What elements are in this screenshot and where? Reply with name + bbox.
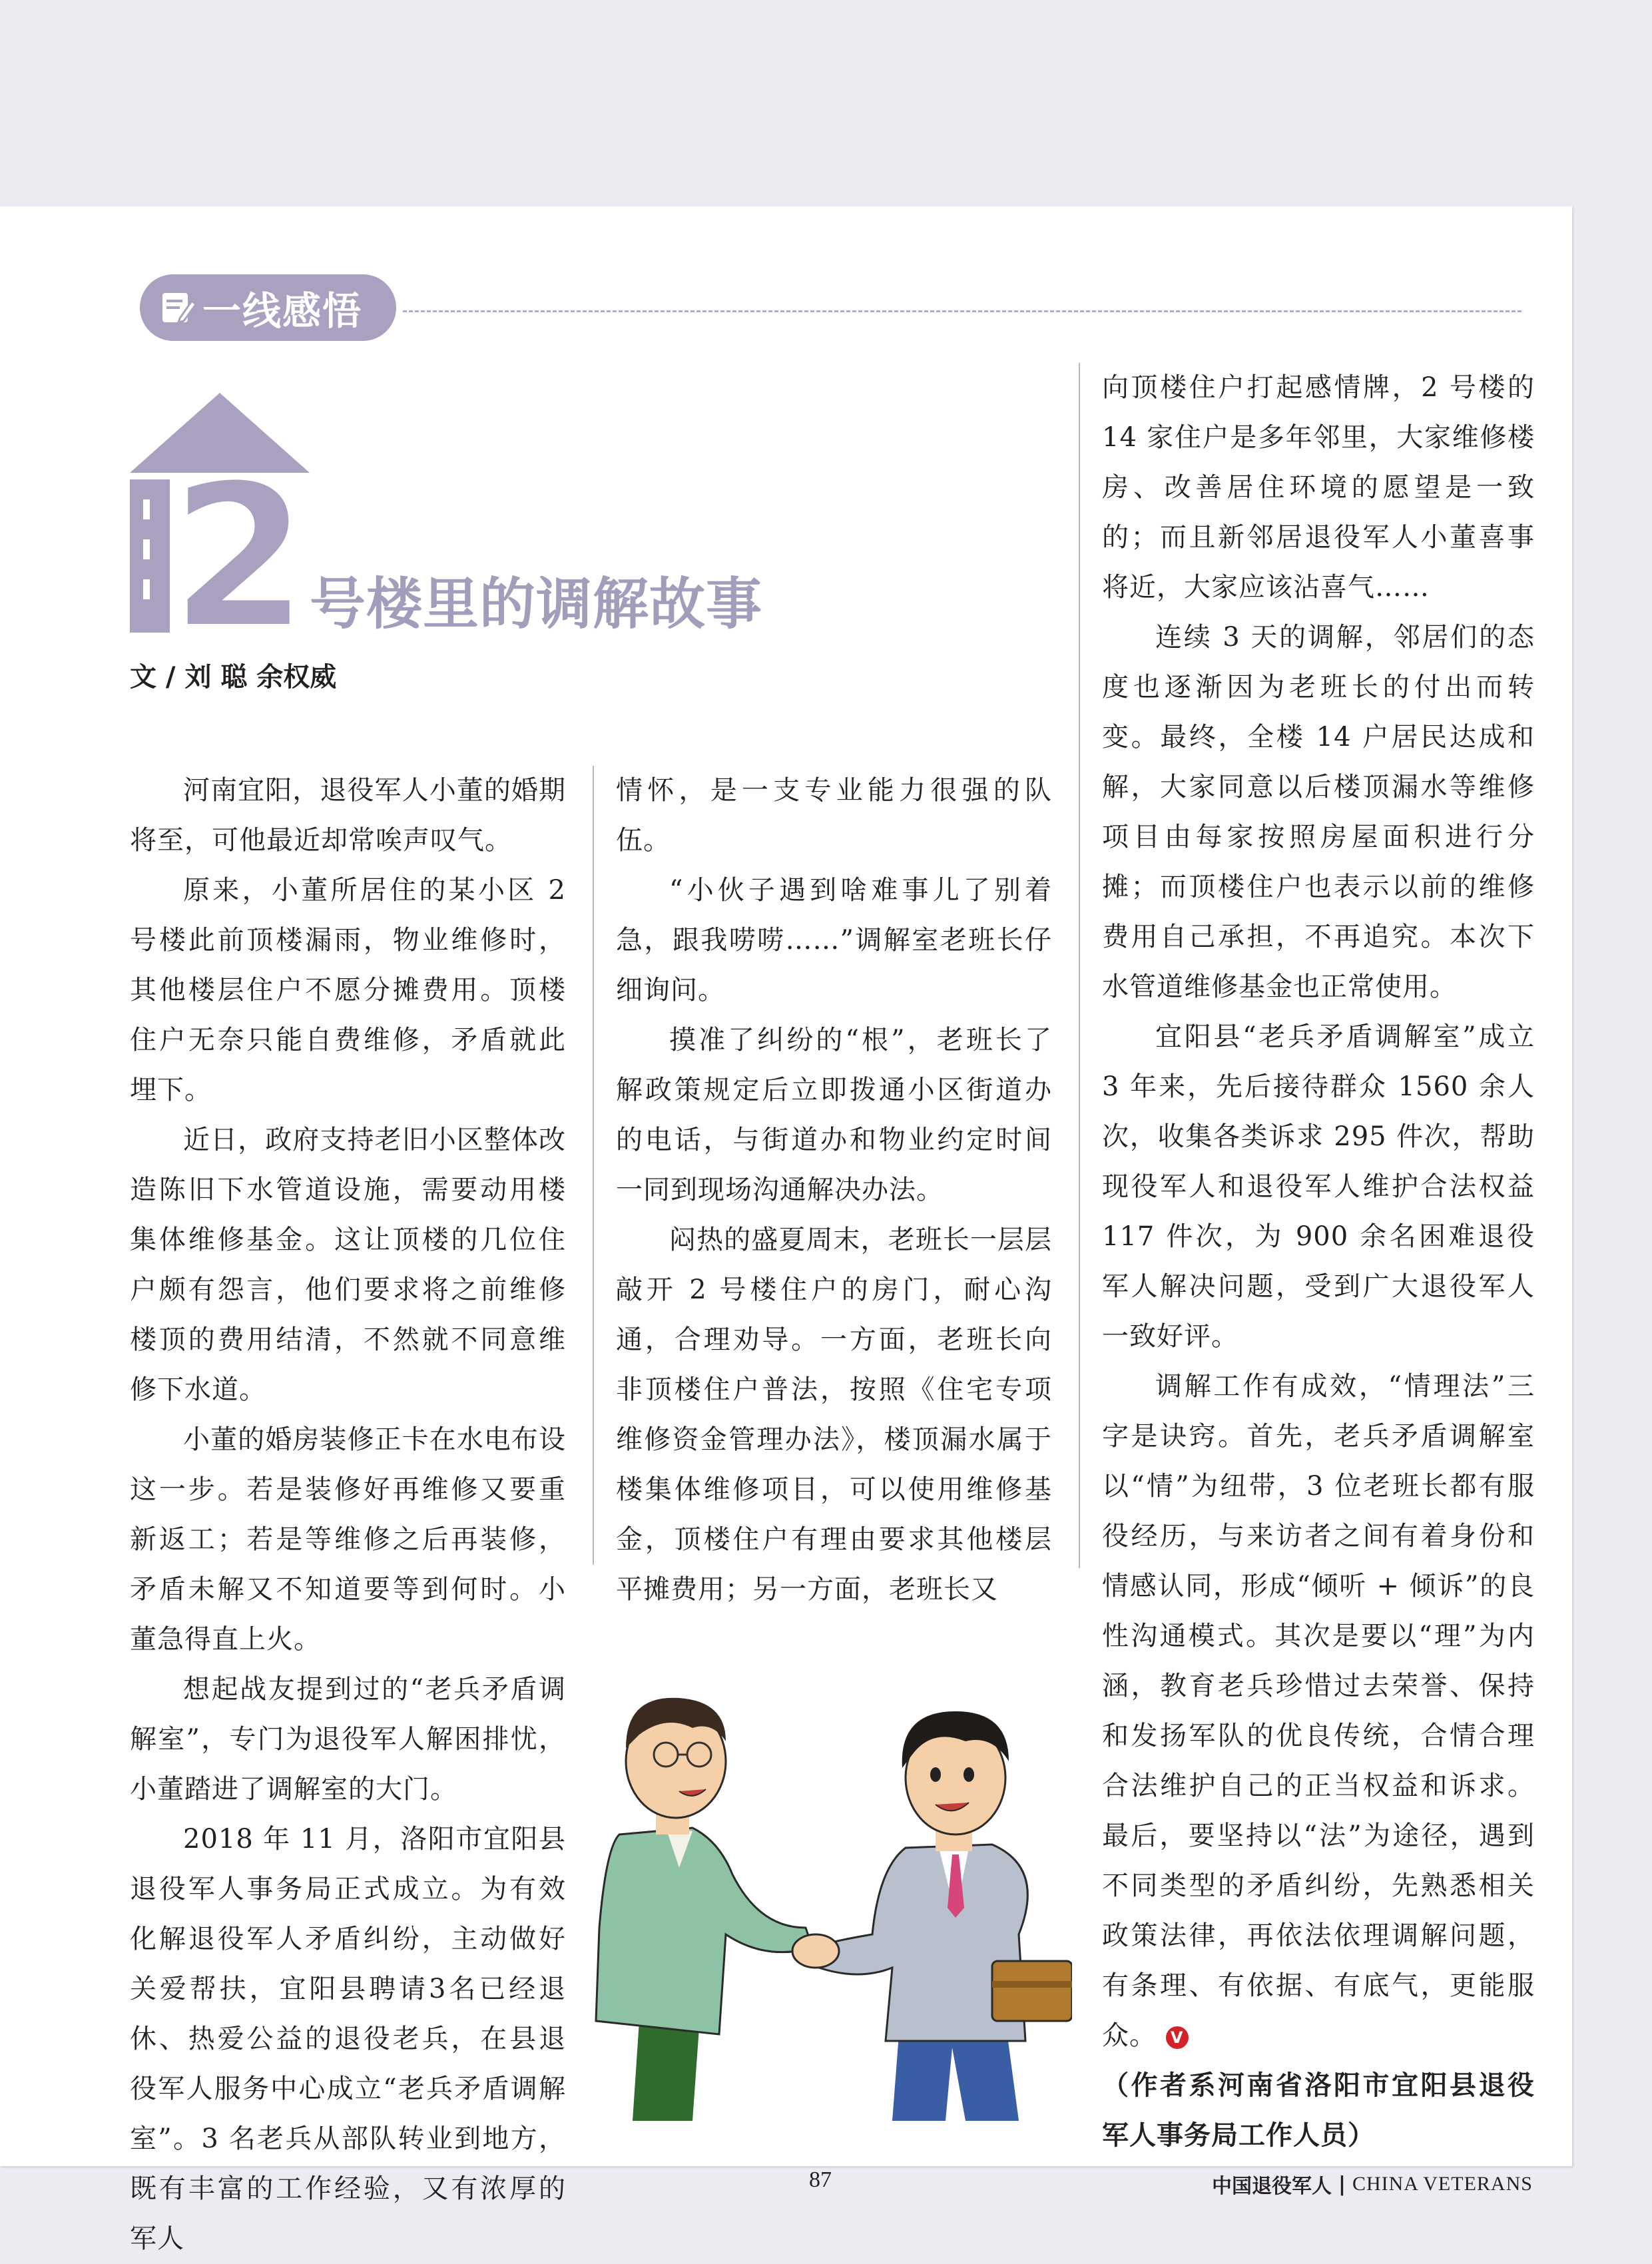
column-2: [616, 766, 1052, 1615]
author-note: （作者系河南省洛阳市宜阳县退役军人事务局工作人员）: [1102, 2070, 1535, 2151]
paragraph: 2018 年 11 月，洛阳市宜阳县退役军人事务局正式成立。为有效化解退役军人矛盾纠纷，主动做好关爱帮扶，宜阳县聘请3名已经退休、热爱公益的退役老兵，在县退役军人服务中心成立“老兵矛盾调解室”。3 名老兵从部队转业到地方，既有丰富的工作经验，又有浓厚的军人: [130, 1824, 566, 2254]
paragraph: 河南宜阳，退役军人小董的婚期将至，可他最近却常唉声叹气。: [130, 775, 566, 856]
pencil-note-icon: [160, 289, 197, 326]
paragraph: 小董的婚房装修正卡在水电布设这一步。若是装修好再维修又要重新返工；若是等维修之后再装修，矛盾未解又不知道要等到何时。小董急得直上火。: [130, 1424, 566, 1655]
handshake-illustration: [593, 1648, 1072, 2121]
paragraph-continuation: 情怀，是一支专业能力很强的队伍。: [616, 775, 1052, 856]
magazine-footer: [1212, 2169, 1533, 2199]
building-number-graphic: [130, 393, 310, 633]
title-number: 2: [170, 441, 309, 633]
veterans-logo-icon: V: [1166, 2026, 1189, 2049]
byline: 文 / 刘 聪 余权威: [130, 662, 337, 693]
article-title: 号楼里的调解故事: [310, 571, 763, 637]
paragraph: [1102, 1362, 1535, 2061]
paragraph: 想起战友提到过的“老兵矛盾调解室”，专门为退役军人解困排忧，小董踏进了调解室的大门。: [130, 1674, 566, 1805]
magazine-name-cn: 中国退役军人: [1212, 2175, 1332, 2198]
paragraph: 近日，政府支持老旧小区整体改造陈旧下水管道设施，需要动用楼集体维修基金。这让顶楼的几位住户颇有怨言，他们要求将之前维修楼顶的费用结清，不然就不同意维修下水道。: [130, 1125, 566, 1405]
column-divider: [593, 766, 594, 1565]
column-1: [130, 766, 566, 2264]
paragraph: 摸准了纠纷的“根”，老班长了解政策规定后立即拨通小区街道办的电话，与街道办和物业约定时间一同到现场沟通解决办法。: [616, 1025, 1052, 1205]
section-tag: [140, 274, 396, 341]
paragraph-text: 调解工作有成效，“情理法”三字是诀窍。首先，老兵矛盾调解室以“情”为纽带，3 位老班长都有服役经历，与来访者之间有着身份和情感认同，形成“倾听 + 倾诉”的良性沟通模式。其次是要以“理”为内涵，教育老兵珍惜过去荣誉、保持和发扬军队的优良传统，合情合理合法维护自己的正当权益和诉求。最后，要坚持以“法”为途径，遇到不同类型的矛盾纠纷，先熟悉相关政策法律，再依法依理调解问题，有条理、有依据、有底气，更能服众。: [1102, 1371, 1535, 2051]
paragraph: 闷热的盛夏周末，老班长一层层敲开 2 号楼住户的房门，耐心沟通，合理劝导。一方面，老班长向非顶楼住户普法，按照《住宅专项维修资金管理办法》，楼顶漏水属于楼集体维修项目，可以使用维修基金，顶楼住户有理由要求其他楼层平摊费用；另一方面，老班长又: [616, 1225, 1052, 1605]
section-divider: [403, 310, 1521, 312]
section-tag-label: 一线感悟: [202, 288, 363, 334]
paragraph: “小伙子遇到啥难事儿了别着急，跟我唠唠……”调解室老班长仔细询问。: [616, 875, 1052, 1005]
paragraph: 连续 3 天的调解，邻居们的态度也逐渐因为老班长的付出而转变。最终，全楼 14 户居民达成和解，大家同意以后楼顶漏水等维修项目由每家按照房屋面积进行分摊；而顶楼住户也表示以前的维修费用自己承担，不再追究。本次下水管道维修基金也正常使用。: [1102, 622, 1535, 1002]
column-3: [1102, 363, 1535, 2161]
magazine-name-en: CHINA VETERANS: [1352, 2173, 1533, 2195]
page-number: 87: [809, 2167, 832, 2192]
column-divider: [1079, 363, 1080, 1568]
footer-separator: |: [1338, 2172, 1346, 2196]
paragraph: 宜阳县“老兵矛盾调解室”成立 3 年来，先后接待群众 1560 余人次，收集各类诉求 295 件次，帮助现役军人和退役军人维护合法权益 117 件次，为 900 余名困难退役军人解决问题，受到广大退役军人一致好评。: [1102, 1021, 1535, 1352]
paragraph: 原来，小董所居住的某小区 2 号楼此前顶楼漏雨，物业维修时，其他楼层住户不愿分摊费用。顶楼住户无奈只能自费维修，矛盾就此埋下。: [130, 875, 566, 1105]
paragraph-continuation: 向顶楼住户打起感情牌，2 号楼的 14 家住户是多年邻里，大家维修楼房、改善居住环境的愿望是一致的；而且新邻居退役军人小董喜事将近，大家应该沾喜气……: [1102, 372, 1535, 603]
